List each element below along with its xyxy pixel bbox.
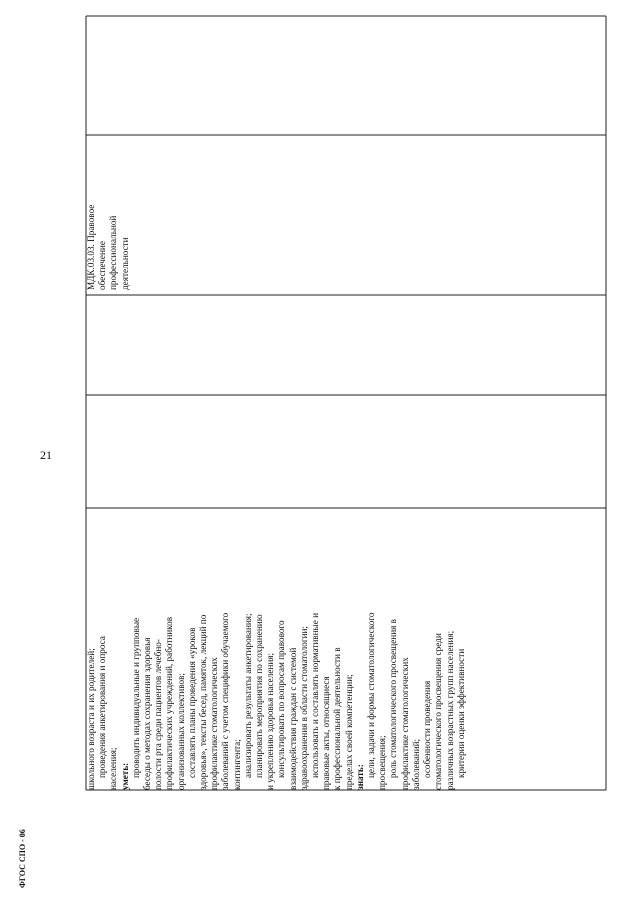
skills-line: населения; (108, 747, 119, 790)
skills-line: школьного возраста и их родителей; (86, 648, 96, 790)
skills-line: контингента; (231, 739, 242, 790)
skills-line: роль стоматологического просвещения в (388, 619, 399, 778)
skills-line: планировать мероприятия по сохранению (254, 614, 265, 778)
skills-line: беседы о методах сохранения здоровья (142, 637, 153, 790)
skills-line: знать: (354, 764, 365, 790)
skills-line: организованных коллективов; (175, 673, 186, 790)
skills-line: полости рта среди пациентов лечебно- (153, 639, 164, 790)
skills-line: цели, задачи и формы стоматологического (366, 612, 377, 778)
skills-line: уметь: (119, 762, 130, 790)
skills-line: особенности проведения (422, 680, 433, 778)
skills-line: здравоохранения в области стоматологии; (298, 626, 309, 790)
skills-line: критерии оценки эффективности (455, 648, 466, 778)
skills-line: различных возрастных групп населения; (444, 630, 455, 790)
footer-label: ФГОС СПО - 06 (18, 829, 27, 888)
skills-line: анализировать результаты анкетирования; (242, 613, 253, 778)
skills-line: профилактике стоматологических (399, 657, 410, 790)
skills-cell (86, 512, 606, 790)
mdk-cell (86, 140, 144, 290)
skills-line: составлять планы проведения «уроков (186, 627, 197, 778)
skills-line: пределах своей компетенции; (343, 674, 354, 790)
skills-line: профилактике стоматологических (209, 657, 220, 790)
page-number: 21 (40, 448, 52, 462)
skills-line: здоровья», тексты бесед, памяток, лекций по (198, 614, 209, 790)
skills-line: консультировать по вопросам правового (276, 620, 287, 778)
mdk-line: обеспечение (97, 241, 108, 290)
skills-line: стоматологического просвещения среди (433, 633, 444, 790)
skills-line: заболеваний с учетом специфики обучаемого (220, 612, 231, 790)
skills-line: правовые акты, относящиеся (321, 676, 332, 790)
skills-line: и укреплению здоровья населения; (265, 652, 276, 790)
skills-line: использовать и составлять нормативные и (310, 612, 321, 778)
skills-line: просвещения; (377, 735, 388, 790)
skills-line: взаимодействия граждан с системой (287, 647, 298, 790)
mdk-line: профессиональной (108, 215, 119, 290)
mdk-line: деятельности (119, 237, 130, 290)
mdk-line: МДК.03.03. Правовое (86, 204, 96, 290)
skills-line: профилактических учреждений, работников (164, 616, 175, 790)
skills-line: заболеваний; (410, 738, 421, 790)
skills-line: к профессиональной деятельности в (332, 647, 343, 790)
skills-line: проводить индивидуальные и групповые (130, 617, 141, 778)
skills-line: проведения анкетирования и опроса (97, 636, 108, 778)
